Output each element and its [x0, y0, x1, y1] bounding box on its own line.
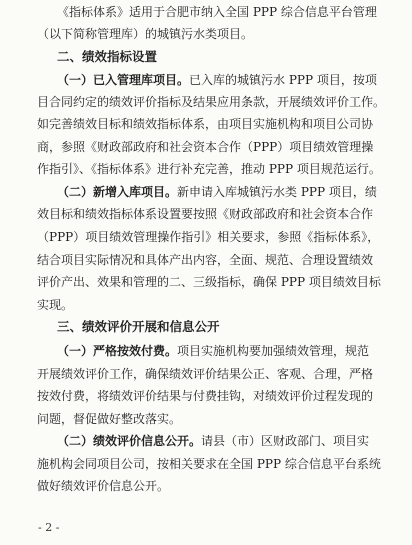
line-text: 目合同约定的绩效评价指标及结果应用条款，开展绩效评价工作。 [37, 95, 386, 109]
line-text: 已入库的城镇污水 PPP 项目，按项 [189, 73, 377, 87]
paragraph-line [0, 206, 412, 222]
paragraph-line [0, 94, 412, 110]
subsection-lead: （二）新增入库项目。 [57, 185, 178, 199]
section-heading [0, 319, 412, 335]
line-text: 二、绩效指标设置 [57, 49, 158, 64]
line-text: 效目标和绩效指标体系设置要按照《财政部政府和社会资本合作 [37, 207, 374, 221]
paragraph-line [0, 139, 412, 155]
paragraph-line [0, 297, 412, 313]
paragraph-line [0, 252, 412, 268]
line-text: 新申请入库城镇污水类 PPP 项目，绩 [177, 185, 377, 199]
paragraph-line [0, 411, 412, 427]
paragraph-line [0, 184, 412, 200]
paragraph-line [0, 116, 412, 132]
paragraph-line [0, 433, 412, 449]
line-text: 三、绩效评价开展和信息公开 [57, 319, 220, 334]
line-text: 商，参照《财政部政府和社会资本合作（PPP）项目绩效管理操 [37, 140, 374, 154]
line-text: 开展绩效评价工作，确保绩效评价结果公正、客观、合理，严格 [37, 367, 374, 381]
line-text: 做好绩效评价信息公开。 [37, 479, 170, 493]
subsection-lead: （一）严格按效付费。 [57, 344, 178, 358]
line-text: 按效付费，将绩效评价结果与付费挂钩，对绩效评价过程发现的 [37, 389, 374, 403]
line-text: 作指引》、《指标体系》进行补充完善，推动 PPP 项目规范运行。 [37, 162, 381, 176]
paragraph-line [0, 366, 412, 382]
paragraph-line [0, 343, 412, 359]
line-text: 评价产出、效果和管理的二、三级指标，确保 PPP 项目绩效目标 [37, 275, 381, 289]
line-text: （PPP）项目绩效管理操作指引》相关要求，参照《指标体系》， [37, 230, 380, 244]
section-heading [0, 49, 412, 65]
paragraph-line [0, 72, 412, 88]
paragraph-line [0, 388, 412, 404]
paragraph-line [0, 26, 412, 42]
line-text: 《指标体系》适用于合肥市纳入全国 PPP 综合信息平台管理 [57, 5, 377, 19]
line-text: 实现。 [37, 298, 74, 312]
paragraph-line [0, 229, 412, 245]
line-text: 请县（市）区财政部门、项目实 [201, 434, 370, 448]
line-text: 施机构会同项目公司，按相关要求在全国 PPP 综合信息平台系统 [37, 457, 381, 471]
paragraph-line [0, 274, 412, 290]
line-text: 结合项目实际情况和具体产出内容，全面、规范、合理设置绩效 [37, 253, 374, 267]
page-number: - 2 - [38, 521, 60, 534]
subsection-lead: （二）绩效评价信息公开。 [57, 434, 202, 448]
paragraph-line [0, 478, 412, 494]
subsection-lead: （一）已入管理库项目。 [57, 73, 190, 87]
line-text: （以下简称管理库）的城镇污水类项目。 [37, 27, 254, 41]
paragraph-line [0, 4, 412, 20]
line-text: 问题，督促做好整改落实。 [37, 412, 182, 426]
line-text: 项目实施机构要加强绩效管理，规范 [177, 344, 370, 358]
line-text: 如完善绩效目标和绩效指标体系，由项目实施机构和项目公司协 [37, 117, 374, 131]
paragraph-line [0, 161, 412, 177]
paragraph-line [0, 456, 412, 472]
